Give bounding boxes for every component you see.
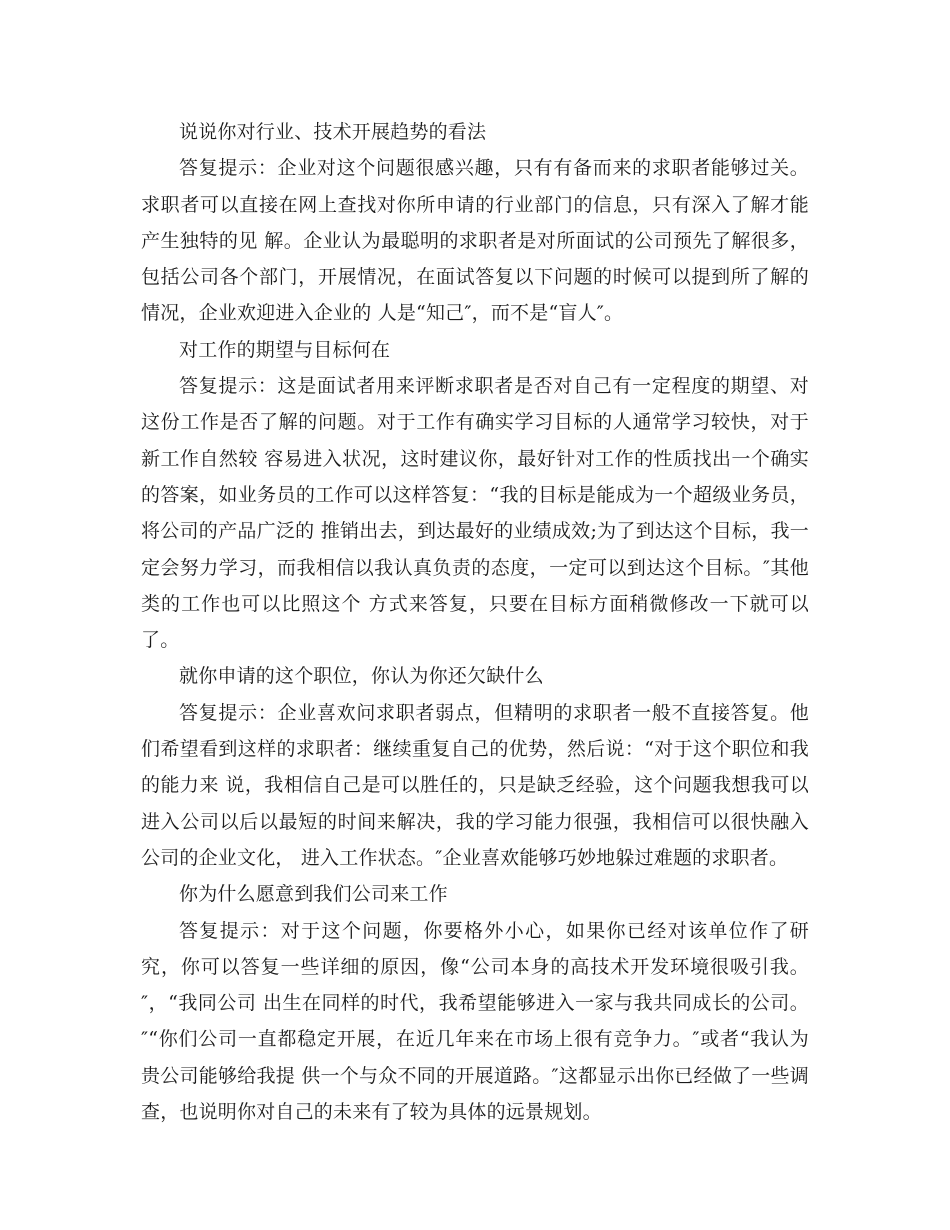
answer-lacking-skills: 答复提示：企业喜欢问求职者弱点，但精明的求职者一般不直接答复。他们希望看到这样的求职者：继续重复自己的优势，然后说：“对于这个职位和我的能力来 说，我相信自己是可以胜任的，只是缺乏经验，这个问题我想我可以进入公司以后以最短的时间来解决，我的学习能力很强，我相信可以很快融入公司的企业文化， 进入工作状态。″企业喜欢能够巧妙地躲过难题的求职者。 — [141, 701, 809, 869]
document-page — [141, 114, 809, 1130]
question-lacking-skills: 就你申请的这个职位，你认为你还欠缺什么 — [179, 665, 544, 688]
question-industry-trends: 说说你对行业、技术开展趋势的看法 — [179, 121, 487, 143]
question-why-our-company: 你为什么愿意到我们公司来工作 — [179, 883, 448, 906]
answer-work-expectations: 答复提示：这是面试者用来评断求职者是否对自己有一定程度的期望、对这份工作是否了解的问题。对于工作有确实学习目标的人通常学习较快，对于新工作自然较 容易进入状况，这时建议你，最好针对工作的性质找出一个确实的答案，如业务员的工作可以这样答复：“我的目标是能成为一个超级业务员，将公司的产品广泛的 推销出去，到达最好的业绩成效;为了到达这个目标，我一定会努力学习，而我相信以我认真负责的态度，一定可以到达这个目标。″其他类的工作也可以比照这个 方式来答复，只要在目标方面稍微修改一下就可以了。 — [141, 375, 809, 652]
answer-why-our-company: 答复提示：对于这个问题，你要格外小心，如果你已经对该单位作了研究，你可以答复一些详细的原因，像“公司本身的高技术开发环境很吸引我。″，“我同公司 出生在同样的时代，我希望能够进入一家与我共同成长的公司。″“你们公司一直都稳定开展，在近几年来在市场上很有竞争力。″或者“我认为贵公司能够给我提 供一个与众不同的开展道路。″这都显示出你已经做了一些调查，也说明你对自己的未来有了较为具体的远景规划。 — [141, 919, 809, 1124]
question-work-expectations: 对工作的期望与目标何在 — [179, 338, 391, 361]
answer-industry-trends: 答复提示：企业对这个问题很感兴趣，只有有备而来的求职者能够过关。求职者可以直接在网上查找对你所申请的行业部门的信息，只有深入了解才能产生独特的见 解。企业认为最聪明的求职者是对所面试的公司预先了解很多，包括公司各个部门，开展情况，在面试答复以下问题的时候可以提到所了解的情况，企业欢迎进入企业的 人是“知己″，而不是“盲人″。 — [141, 157, 809, 325]
